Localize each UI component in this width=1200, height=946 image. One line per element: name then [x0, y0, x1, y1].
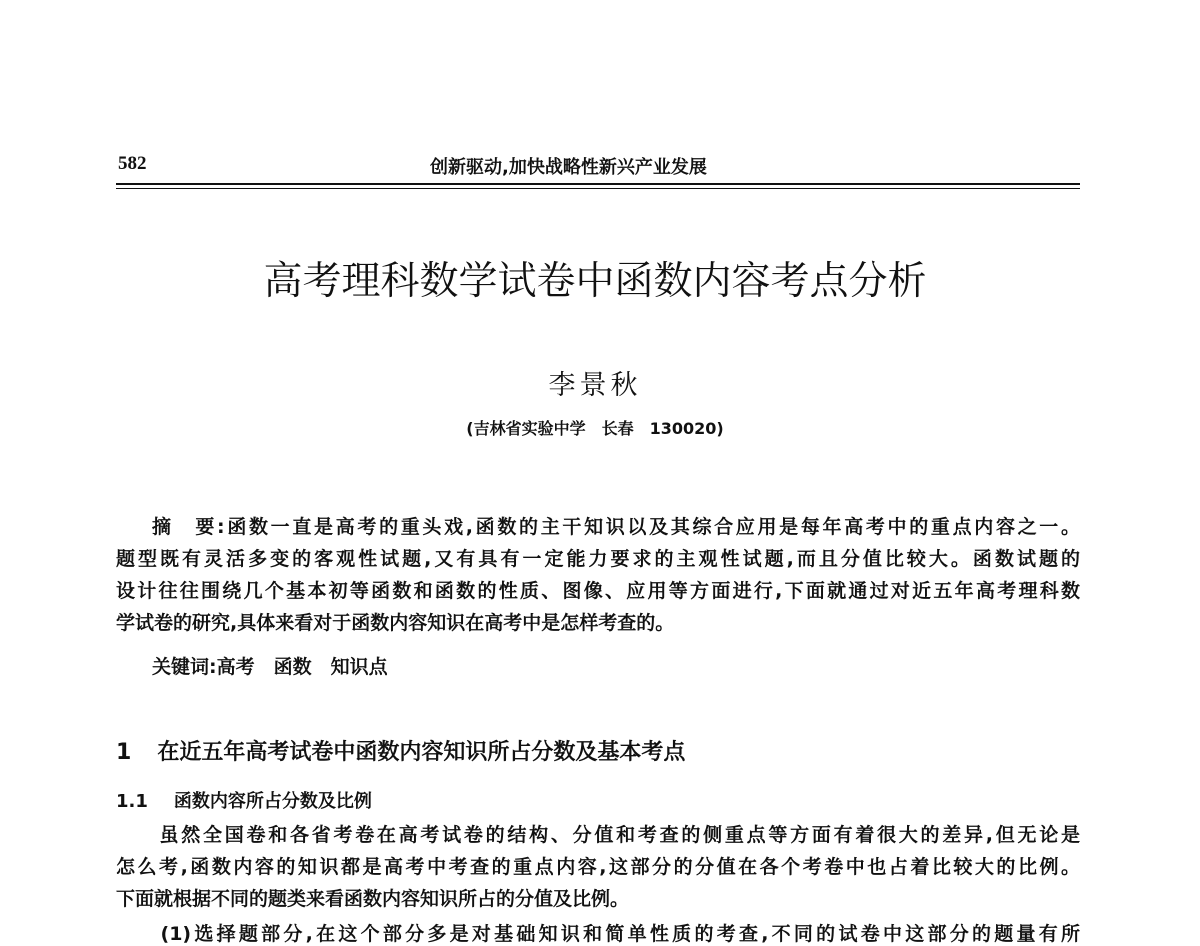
section-title: 在近五年高考试卷中函数内容知识所占分数及基本考点 [157, 740, 686, 765]
header-rule [116, 183, 1080, 185]
keywords [116, 652, 1080, 679]
abstract-line: 设计往往围绕几个基本初等函数和函数的性质、图像、应用等方面进行,下面就通过对近五年高考理科数 [116, 580, 1080, 602]
body-line: 虽然全国卷和各省考卷在高考试卷的结构、分值和考查的侧重点等方面有着很大的差异,但无论是 [116, 824, 1080, 846]
abstract-line: 学试卷的研究,具体来看对于函数内容知识在高考中是怎样考查的。 [116, 612, 675, 634]
keywords-value: 高考 函数 知识点 [216, 656, 388, 678]
header-rule-thin [116, 188, 1080, 189]
subsection-title: 函数内容所占分数及比例 [173, 791, 372, 812]
body-line: (1)选择题部分,在这个部分多是对基础知识和简单性质的考查,不同的试卷中这部分的题量有所 [116, 923, 1080, 945]
running-title: 创新驱动,加快战略性新兴产业发展 [430, 157, 707, 178]
section-number: 1 [116, 740, 132, 765]
keywords-label: 关键词: [152, 656, 217, 678]
body-line: 下面就根据不同的题类来看函数内容知识所占的分值及比例。 [116, 888, 630, 910]
section-heading [116, 735, 685, 766]
body-line: 怎么考,函数内容的知识都是高考中考查的重点内容,这部分的分值在各个考卷中也占着比较大的比例。 [116, 856, 1080, 878]
paper-title: 高考理科数学试卷中函数内容考点分析 [263, 259, 927, 304]
page-number: 582 [118, 153, 147, 174]
subsection-number: 1.1 [116, 791, 148, 812]
abstract-text: 函数一直是高考的重头戏,函数的主干知识以及其综合应用是每年高考中的重点内容之一。 [224, 516, 1080, 538]
subsection-heading [116, 787, 372, 813]
abstract-line [116, 512, 1080, 539]
affiliation: (吉林省实验中学 长春 130020) [466, 419, 724, 438]
abstract-label: 摘 要: [152, 516, 225, 538]
abstract-line: 题型既有灵活多变的客观性试题,又有具有一定能力要求的主观性试题,而且分值比较大。函数试题的 [116, 548, 1080, 570]
author: 李景秋 [548, 370, 642, 401]
